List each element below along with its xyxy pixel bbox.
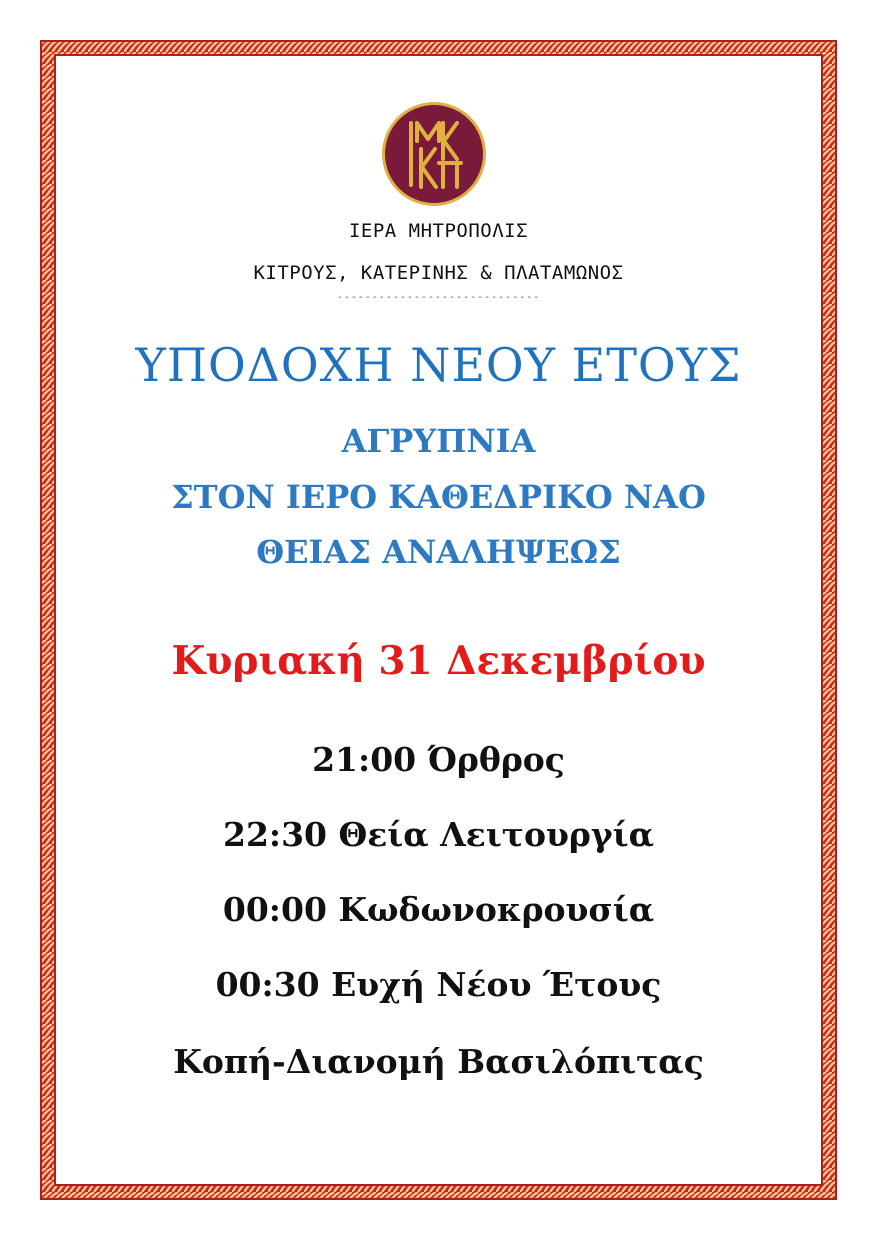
subtitle-line1: ΑΓΡΥΠΝΙΑ: [341, 422, 536, 460]
schedule-item: 22:30 Θεία Λειτουργία: [222, 815, 654, 854]
schedule-item: 00:00 Κωδωνοκρουσία: [222, 890, 655, 929]
schedule-item: 21:00 Όρθρος: [312, 740, 565, 779]
metropolis-name-line1: ΙΕΡΑ ΜΗΤΡΟΠΟΛΙΣ: [348, 220, 529, 242]
schedule-item: 00:30 Ευχή Νέου Έτους: [215, 965, 662, 1004]
event-date: Κυριακή 31 Δεκεμβρίου: [171, 638, 706, 684]
metropolis-monogram-icon: [381, 101, 487, 207]
divider: -----------------------------: [336, 292, 541, 303]
subtitle-line3: ΘΕΙΑΣ ΑΝΑΛΗΨΕΩΣ: [256, 533, 621, 571]
main-title: ΥΠΟΔΟΧΗ ΝΕΟΥ ΕΤΟΥΣ: [135, 338, 742, 392]
subtitle-line2: ΣΤΟΝ ΙΕΡΟ ΚΑΘΕΔΡΙΚΟ ΝΑΟ: [171, 478, 706, 516]
poster-content: [60, 60, 817, 1180]
schedule-item: Κοπή-Διανομή Βασιλόπιτας: [173, 1042, 704, 1081]
metropolis-name-line2: ΚΙΤΡΟΥΣ, ΚΑΤΕΡΙΝΗΣ & ΠΛΑΤΑΜΩΝΟΣ: [253, 262, 624, 284]
